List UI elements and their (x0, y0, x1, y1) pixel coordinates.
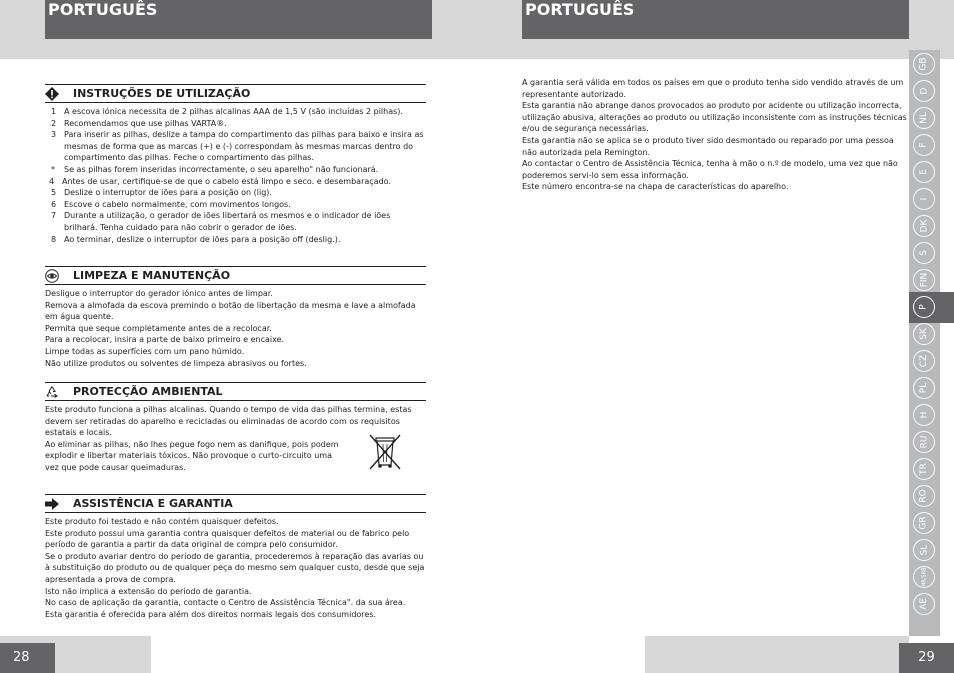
list-item-number: 8 (51, 234, 57, 244)
language-tab-fin[interactable] (913, 269, 935, 291)
language-tab-pl[interactable] (913, 377, 935, 399)
language-tab-ru[interactable] (913, 431, 935, 453)
language-tab-label: AE (919, 598, 929, 610)
language-tab-gr[interactable] (913, 512, 935, 534)
cleaning-line: Não utilize produtos ou solventes de limpeza abrasivos ou fortes. (45, 358, 307, 368)
recycle-icon (45, 385, 59, 399)
section-header (45, 84, 426, 103)
warranty-line: No caso de aplicação da garantia, contacte o Centro de Assistência Técnica". da sua área. (45, 598, 406, 608)
list-item-number: 1 (51, 107, 57, 116)
language-tab-label: NL (919, 112, 929, 124)
language-tab-label: RU (919, 435, 929, 449)
language-tab-label: FIN (918, 272, 929, 288)
language-tab-f[interactable] (913, 134, 935, 156)
cleaning-line: Para a recolocar, insira a parte de baixo primeiro e encaixe. (45, 335, 285, 345)
exclamation-icon (45, 87, 59, 101)
list-item (45, 118, 426, 130)
section-header (45, 382, 426, 401)
section-instructions (45, 84, 426, 245)
list-item-number: * (51, 164, 55, 174)
cleaning-line: Limpe todas as superfícies com um pano húmido. (45, 346, 245, 356)
arrow-right-icon (45, 497, 59, 511)
section-header (45, 494, 426, 513)
language-tab-nl[interactable] (913, 107, 935, 129)
section-environment (45, 382, 426, 474)
language-tab-sl[interactable] (913, 539, 935, 561)
list-item-number: 2 (51, 118, 57, 128)
language-tab-label: GB (919, 57, 929, 71)
list-item (45, 210, 426, 233)
list-item-text: Deslize o interruptor de iões para a posição on (lig). (64, 188, 272, 198)
language-tab-ro[interactable] (913, 485, 935, 507)
section-heading: ASSISTÊNCIA E GARANTIA (73, 497, 233, 510)
language-tab-label: SL (918, 544, 929, 556)
warranty-line: Esta garantia é oferecida para além dos direitos normais legais dos consumidores. (45, 609, 377, 619)
section-warranty (45, 494, 426, 620)
language-tab-dk[interactable] (913, 215, 935, 237)
list-item-number: 7 (51, 211, 57, 221)
list-item (45, 176, 426, 188)
warranty-line: Isto não implica a extensão do período de garantia. (45, 586, 252, 596)
language-tab-label: F (919, 142, 929, 148)
language-tab-hr-srb[interactable] (913, 566, 935, 588)
list-item-text: Escove o cabelo normalmente, com movimentos longos. (64, 199, 291, 209)
language-tab-label: P (919, 304, 929, 310)
language-tab-label: E (919, 169, 929, 175)
environment-para-1: Este produto funciona a pilhas alcalinas. Quando o tempo de vida das pilhas termina, estas devem ser retiradas do aparelho e recicladas ou eliminadas de acordo com os requisitos estatais e locais. (45, 405, 412, 438)
language-tab-label: TR (918, 463, 929, 475)
language-tab-label: GR (918, 516, 929, 530)
warranty-text (45, 513, 426, 620)
list-item (45, 187, 426, 199)
language-tab-d[interactable] (913, 80, 935, 102)
language-tab-label: RO (919, 489, 929, 503)
language-tab-p[interactable] (913, 296, 935, 318)
list-item (45, 106, 426, 118)
language-tab-label: CZ (918, 354, 929, 368)
list-item-number: 5 (51, 188, 57, 198)
right-page-text (522, 77, 910, 193)
language-tab-i[interactable] (913, 188, 935, 210)
list-item (45, 164, 426, 176)
warranty-line: Se o produto avariar dentro do período de garantia, procederemos à reparação das avarias ou à substituição do produto ou de qualquer peça do mesmo sem qualquer custo, desde que seja apresentada a prova de compra. (45, 551, 425, 584)
right-page-line: A garantia será válida em todos os países em que o produto tenha sido vendido através de um representante autorizado. (522, 78, 904, 99)
page-title-left: PORTUGUÊS (45, 0, 432, 39)
language-tab-label: HR/SRB (921, 567, 927, 587)
language-tab-gb[interactable] (913, 53, 935, 75)
crossed-out-bin-icon (367, 432, 403, 470)
list-item-text: Para inserir as pilhas, deslize a tampa do compartimento das pilhas para baixo e insira as mesmas de forma que as marcas (+) e (-) correspondam às mesmas marcas dentro do compartimento das pilhas. Feche o compartimento das pilhas. (64, 130, 424, 163)
right-page-line: Ao contactar o Centro de Assistência Técnica, tenha à mão o n.º de modelo, uma vez que não poderemos servi-lo sem essa informação. (522, 159, 898, 180)
list-item-number: 3 (51, 130, 57, 140)
language-tab-label: S (919, 250, 929, 256)
language-tab-cz[interactable] (913, 350, 935, 372)
language-tab-label: PL (918, 382, 929, 394)
list-item (45, 199, 426, 211)
list-item-text: Ao terminar, deslize o interruptor de iões para a posição off (deslig.). (64, 234, 341, 244)
language-tab-sk[interactable] (913, 323, 935, 345)
right-page-line: Este número encontra-se na chapa de características do aparelho. (522, 182, 789, 192)
language-tab-label: SK (919, 328, 929, 340)
page-title-right: PORTUGUÊS (522, 0, 909, 39)
section-cleaning (45, 266, 426, 369)
right-page-line: Esta garantia não se aplica se o produto tiver sido desmontado ou reparado por uma pessoa não autorizada pela Remington. (522, 135, 894, 157)
list-item-number: 6 (51, 199, 57, 209)
eye-icon (45, 269, 59, 283)
footer-band-right (645, 636, 909, 673)
language-tab-label: D (919, 87, 929, 95)
language-tab-s[interactable] (913, 242, 935, 264)
section-header (45, 266, 426, 285)
language-tab-label: H (919, 411, 929, 419)
warranty-line: Este produto foi testado e não contém quaisquer defeitos. (45, 517, 279, 526)
section-heading: LIMPEZA E MANUTENÇÃO (73, 269, 231, 282)
language-tab-label: I (919, 197, 929, 201)
language-tab-ae[interactable] (913, 593, 935, 615)
cleaning-text (45, 285, 426, 369)
warranty-line: Este produto possui uma garantia contra quaisquer defeitos de material ou de fabrico pelo período de garantia a partir da data original de compra pelo consumidor. (45, 528, 410, 550)
instruction-list (45, 103, 426, 245)
cleaning-line: Remova a almofada da escova premindo o botão de libertação da mesma e lave a almofada em água quente. (45, 300, 416, 322)
language-tab-label: DK (919, 219, 929, 233)
list-item-text: Recomendamos que use pilhas VARTA®. (64, 118, 227, 128)
language-tab-tr[interactable] (913, 458, 935, 480)
right-page-line: Esta garantia não abrange danos provocados ao produto por acidente ou utilização incorrecta, utilização abusiva, alterações ao produto ou utilização inconsistente com as instruções técnicas e/ou de segurança necessárias. (522, 101, 907, 134)
list-item (45, 234, 426, 246)
language-tab-h[interactable] (913, 404, 935, 426)
language-tab-e[interactable] (913, 161, 935, 183)
page-number-left: 28 (0, 643, 55, 673)
cleaning-line: Desligue o interruptor do gerador iónico antes de limpar. (45, 289, 273, 298)
list-item-text: Antes de usar, certifique-se de que o cabelo está limpo e seco. e desembaraçado. (62, 176, 391, 186)
cleaning-line: Permita que seque completamente antes de a recolocar. (45, 323, 272, 333)
list-item-text: Durante a utilização, o gerador de iões libertará os mesmos e o indicador de iões brilhará. Tenha cuidado para não cobrir o gerador de iões. (64, 211, 391, 232)
list-item (45, 129, 426, 164)
list-item-text: A escova iónica necessita de 2 pilhas alcalinas AAA de 1,5 V (são incluídas 2 pilhas). (64, 107, 403, 116)
section-heading: PROTECÇÃO AMBIENTAL (73, 385, 223, 398)
page-number-right: 29 (899, 643, 954, 673)
list-item-text: Se as pilhas forem inseridas incorrectamente, o seu aparelho" não funcionará. (64, 164, 379, 174)
language-tab-strip (909, 50, 940, 636)
section-heading: INSTRUÇÕES DE UTILIZAÇÃO (73, 87, 251, 100)
environment-para-2: Ao eliminar as pilhas, não lhes pegue fogo nem as danifique, pois podem explodir e libertar materiais tóxicos. Não provoque o curto-circuito uma vez que pode causar queimaduras. (45, 439, 339, 472)
list-item-number: 4 (49, 176, 55, 186)
